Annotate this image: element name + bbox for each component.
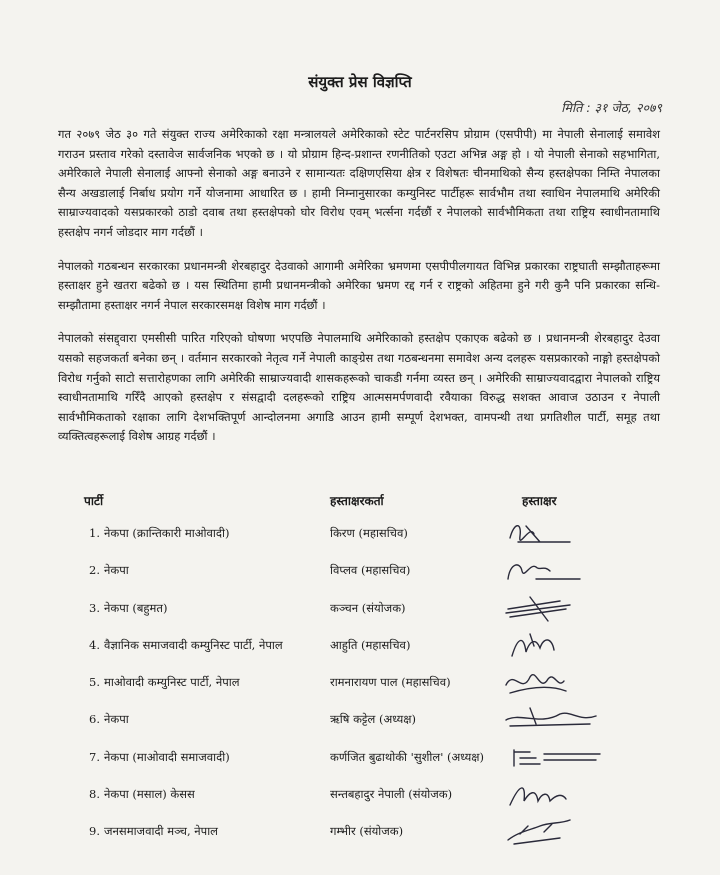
party-name: नेकपा (माओवादी समाजवादी) bbox=[104, 749, 230, 764]
table-row bbox=[60, 740, 660, 777]
table-row bbox=[60, 702, 660, 739]
handwritten-signature bbox=[500, 740, 620, 774]
party-name: नेकपा (क्रान्तिकारी माओवादी) bbox=[104, 526, 230, 540]
row-number: 2. bbox=[89, 563, 100, 578]
row-number: 6. bbox=[89, 712, 100, 727]
signer-name: विप्लव (महासचिव) bbox=[330, 563, 411, 578]
signer-name: रामनारायण पाल (महासचिव) bbox=[330, 675, 451, 690]
row-number: 3. bbox=[89, 600, 100, 615]
table-row bbox=[60, 628, 660, 665]
party-name: नेकपा (मसाल) केसस bbox=[104, 787, 195, 802]
row-number: 1. bbox=[89, 526, 100, 540]
document-title: संयुक्त प्रेस विज्ञप्ति bbox=[308, 73, 412, 91]
handwritten-signature bbox=[500, 553, 620, 587]
document-body bbox=[58, 125, 660, 461]
signer-name: गम्भीर (संयोजक) bbox=[330, 824, 404, 839]
signer-name: किरण (महासचिव) bbox=[330, 526, 408, 540]
handwritten-signature bbox=[500, 814, 620, 848]
handwritten-signature bbox=[500, 777, 620, 811]
table-body bbox=[60, 516, 660, 852]
row-number: 8. bbox=[89, 787, 100, 802]
row-number: 4. bbox=[89, 637, 100, 652]
row-number: 7. bbox=[89, 749, 100, 764]
table-row bbox=[60, 777, 660, 814]
table-row bbox=[60, 591, 660, 628]
signer-name: कञ्चन (संयोजक) bbox=[330, 600, 406, 615]
signer-name: सन्तबहादुर नेपाली (संयोजक) bbox=[330, 787, 453, 802]
party-name: वैज्ञानिक समाजवादी कम्युनिस्ट पार्टी, नेपाल bbox=[104, 637, 283, 652]
handwritten-signature bbox=[500, 702, 620, 736]
header-party: पार्टी bbox=[84, 494, 104, 508]
paragraph-2: नेपालको गठबन्धन सरकारका प्रधानमन्त्री शेरबहादुर देउवाको आगामी अमेरिका भ्रमणमा एसपीपीलगायत विभिन्न प्रकारका राष्ट्रघाती सम्झौताहरूमा हस्ताक्षर हुने खतरा बढेको छ । यस स्थितिमा हामी प्रधानमन्त्रीको अमेरिका भ्रमण रद्द गर्न र राष्ट्रको अहितमा हुने गरी कुनै पनि प्रकारका सन्धि-सम्झौतामा हस्ताक्षर नगर्न नेपाल सरकारसमक्ष विशेष माग गर्दछौं । bbox=[58, 258, 660, 312]
paragraph-1: गत २०७९ जेठ ३० गते संयुक्त राज्य अमेरिकाको रक्षा मन्त्रालयले अमेरिकाको स्टेट पार्टनरसिप प्रोग्राम (एसपीपी) मा नेपाली सेनालाई समावेश गराउन प्रस्ताव गरेको दस्तावेज सार्वजनिक भएको छ । यो प्रोग्राम हिन्द-प्रशान्त रणनीतिको एउटा अभिन्न अङ्ग हो । यो नेपाली सेनाको सहभागिता, अमेरिकाले नेपाली सेनालाई आफ्नो सेनाको अङ्ग बनाउने र सामान्यतः दक्षिणएसिया क्षेत्र र विशेषतः चीनमाथिको सैन्य हस्तक्षेपका निम्ति नेपालका सैन्य अखडालाई निर्बाध प्रयोग गर्ने योजनामा आधारित छ । हामी निम्नानुसारका कम्युनिस्ट पार्टीहरू सार्वभौम तथा स्वाधिन नेपालमाथि अमेरिकी साम्राज्यवादको यसप्रकारको ठाडो दवाब तथा हस्तक्षेपको घोर विरोध एवम् भर्त्सना गर्दछौं र नेपालको सार्वभौमिकता तथा राष्ट्रिय स्वाधीनतामाथि हस्तक्षेप नगर्न जोडदार माग गर्दछौं । bbox=[58, 127, 660, 239]
signer-name: कर्णजित बुढाथोकी 'सुशील' (अध्यक्ष) bbox=[330, 749, 485, 764]
header-signature: हस्ताक्षर bbox=[522, 494, 557, 508]
signer-name: आहुति (महासचिव) bbox=[330, 637, 411, 652]
party-name: जनसमाजवादी मञ्च, नेपाल bbox=[104, 824, 218, 839]
table-row bbox=[60, 665, 660, 702]
party-name: नेकपा (बहुमत) bbox=[104, 600, 168, 615]
handwritten-signature bbox=[500, 591, 620, 625]
table-header bbox=[60, 488, 660, 516]
row-number: 5. bbox=[89, 675, 100, 690]
signatory-table bbox=[60, 488, 660, 852]
handwritten-signature bbox=[500, 665, 620, 699]
handwritten-signature bbox=[500, 628, 620, 662]
paragraph-3: नेपालको संसद्द्वारा एमसीसी पारित गरिएको घोषणा भएपछि नेपालमाथि अमेरिकाको हस्तक्षेप एकाएक बढेको छ । प्रधानमन्त्री शेरबहादुर देउवा यसको सहजकर्ता बनेका छन् । वर्तमान सरकारको नेतृत्व गर्ने नेपाली काङ्ग्रेस तथा गठबन्धनमा समावेश अन्य दलहरू यसप्रकारको नाङ्गो हस्तक्षेपको विरोध गर्नुको साटो सत्तारोहणका लागि अमेरिकी साम्राज्यवादी शासकहरूको चाकडी गर्नमा व्यस्त छन् । अमेरिकी साम्राज्यवादद्वारा नेपालको राष्ट्रिय स्वाधीनतामाथि गरिँदै आएको हस्तक्षेप र संसद्वादी दलहरूको राष्ट्रिय आत्मसमर्पणवादी रवैयाका विरुद्ध सशक्त आवाज उठाउन र नेपाली सार्वभौमिकताको रक्षाका लागि देशभक्तिपूर्ण आन्दोलनमा अगाडि आउन हामी सम्पूर्ण देशभक्त, वामपन्थी तथा प्रगतिशील पार्टी, समूह तथा व्यक्तित्वहरूलाई विशेष आग्रह गर्दछौं । bbox=[58, 331, 660, 444]
document-date: मिति : ३१ जेठ, २०७९ bbox=[561, 100, 662, 115]
signer-name: ऋषि कट्टेल (अध्यक्ष) bbox=[330, 712, 416, 727]
party-name: माओवादी कम्युनिस्ट पार्टी, नेपाल bbox=[104, 675, 240, 690]
table-row bbox=[60, 553, 660, 590]
party-name: नेकपा bbox=[104, 712, 129, 727]
table-row bbox=[60, 814, 660, 851]
header-signer: हस्ताक्षरकर्ता bbox=[330, 494, 384, 508]
table-row bbox=[60, 516, 660, 553]
party-name: नेकपा bbox=[104, 563, 129, 578]
handwritten-signature bbox=[500, 516, 620, 550]
row-number: 9. bbox=[89, 824, 100, 839]
